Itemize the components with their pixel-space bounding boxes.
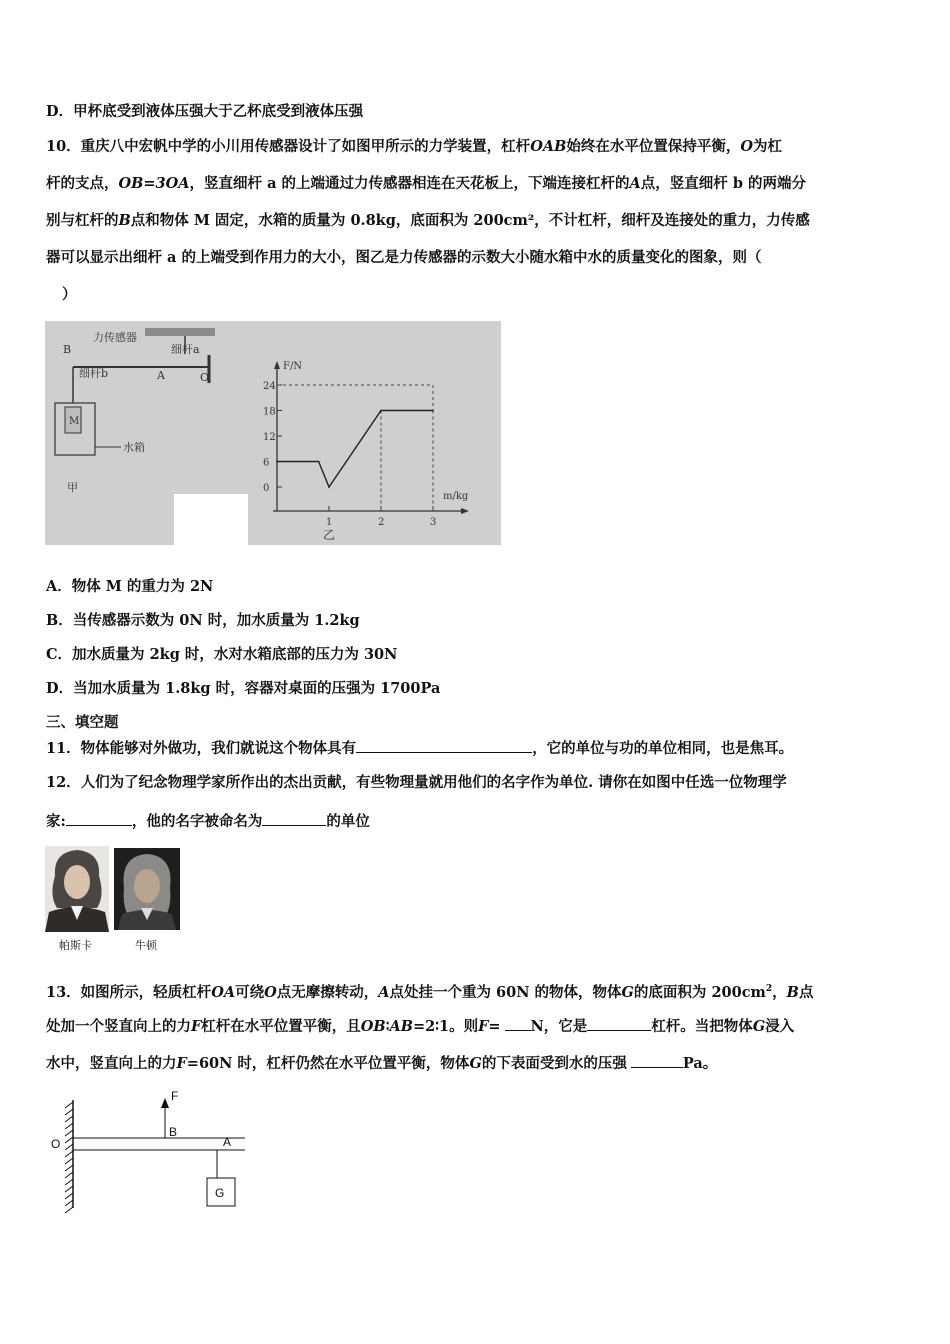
q10-text: 始终在水平位置保持平衡，	[566, 138, 741, 155]
q13-blank-3[interactable]	[631, 1053, 683, 1068]
label-g: G	[215, 1186, 225, 1200]
q10-line-2	[46, 174, 806, 194]
q10-option-a: A．物体 M 的重力为 2N	[46, 578, 214, 595]
q13-text: 浸入	[765, 1018, 795, 1035]
face	[64, 865, 90, 899]
label-rod-b: 细杆b	[79, 367, 109, 380]
q13-text: ∶	[385, 1018, 390, 1035]
q13-o: O	[264, 983, 277, 1001]
q13-a: A	[378, 983, 390, 1001]
ceiling-bar	[145, 328, 215, 336]
q13-text: 可绕	[235, 983, 265, 1001]
hatch-line	[65, 1116, 73, 1122]
hatch-line	[65, 1130, 73, 1136]
label-a: A	[157, 369, 165, 382]
label-f: F	[171, 1089, 179, 1103]
q10-point-b: B	[118, 212, 131, 229]
data-point	[276, 461, 278, 463]
hatch-line	[65, 1186, 73, 1192]
section-title: 三、填空题	[46, 714, 119, 731]
label-o: O	[51, 1137, 61, 1151]
q10-text: 点和物体 M 固定，水箱的质量为 0.8kg，底面积为 200cm²，不计杠杆，细杆及连接处的重力，力传感	[130, 212, 810, 229]
lever-oa	[73, 1138, 245, 1150]
q10-option-b: B．当传感器示数为 0N 时，加水质量为 1.2kg	[46, 612, 360, 629]
hatch-line	[65, 1193, 73, 1199]
x-tick-label: 2	[378, 517, 385, 528]
q13-b: B	[786, 983, 799, 1001]
y-axis-label: F/N	[283, 361, 303, 372]
q10-o: O	[740, 138, 753, 155]
y-tick-label: 24	[263, 381, 276, 392]
hatch-line	[65, 1137, 73, 1143]
q13-blank-2[interactable]	[587, 1016, 651, 1031]
q13-text: N，它是	[530, 1018, 588, 1035]
data-point	[318, 461, 320, 463]
label-sensor: 力传感器	[93, 331, 137, 344]
q10-text: 杆的支点，	[46, 175, 119, 192]
q12-line-1: 12．人们为了纪念物理学家所作出的杰出贡献，有些物理量就用他们的名字作为单位. 请你在如图中任选一位物理学	[46, 774, 787, 791]
q13-g: G	[752, 1018, 766, 1035]
q13-text: =	[488, 1018, 501, 1035]
q11-blank[interactable]	[356, 738, 532, 753]
force-arrow-icon	[161, 1098, 169, 1108]
q13-oa: OA	[211, 983, 236, 1001]
q12-text: ，他的名字被命名为	[131, 813, 263, 830]
hatch-line	[65, 1200, 73, 1206]
hatch-line	[65, 1172, 73, 1178]
q13-text: Pa。	[682, 1055, 718, 1072]
q13-text: 的底面积为 200cm	[633, 983, 766, 1001]
q12-blank-2[interactable]	[262, 811, 326, 826]
hatch-line	[65, 1151, 73, 1157]
q11-text: ，它的单位与功的单位相同，也是焦耳。	[532, 740, 794, 757]
q12-blank-1[interactable]	[66, 811, 132, 826]
q13-ab: AB	[389, 1018, 413, 1035]
q10-option-c: C．加水质量为 2kg 时，水对水箱底部的压力为 30N	[46, 646, 398, 663]
q10-text: 点，竖直细杆 b 的两端分	[640, 175, 807, 192]
label-rod-a: 细杆a	[171, 343, 200, 356]
y-tick-label: 0	[263, 483, 270, 494]
q10-option-d: D．当加水质量为 1.8kg 时，容器对桌面的压强为 1700Pa	[46, 680, 441, 697]
label-m: M	[69, 416, 80, 427]
x-tick-label: 1	[326, 517, 333, 528]
q13-text: 点无摩擦转动，	[276, 983, 379, 1001]
hatch-line	[65, 1207, 73, 1213]
q10-line-1	[46, 137, 782, 157]
wall-hatch	[65, 1102, 73, 1213]
hatch-line	[65, 1109, 73, 1115]
q13-text: 的下表面受到水的压强	[481, 1055, 627, 1072]
q10-line-4: 器可以显示出细杆 a 的上端受到作用力的大小，图乙是力传感器的示数大小随水箱中水的质量变化的图象，则（	[46, 249, 762, 266]
label-b: B	[169, 1125, 178, 1139]
q10-point-a: A	[629, 175, 641, 192]
q13-text: 杠杆在水平位置平衡，且	[201, 1018, 361, 1035]
q10-text: ，竖直细杆 a 的上端通过力传感器相连在天花板上，下端连接杠杆的	[189, 175, 630, 192]
q13-blank-1[interactable]	[505, 1016, 531, 1031]
q13-text: =60N 时，杠杆仍然在水平位置平衡，物体	[186, 1055, 470, 1072]
q13-text: 13．如图所示，轻质杠杆	[46, 983, 212, 1001]
x-axis-label: m/kg	[443, 491, 469, 502]
q10-text: 为杠	[752, 138, 782, 155]
q10-oab: OAB	[530, 138, 567, 155]
q13-line-1	[46, 979, 813, 1003]
q10-text: 10．重庆八中宏帆中学的小川用传感器设计了如图甲所示的力学装置，杠杆	[46, 138, 531, 155]
q13-g: G	[469, 1055, 482, 1072]
data-point	[328, 486, 330, 488]
q13-f: F	[191, 1018, 202, 1035]
portrait-pascal	[45, 846, 109, 932]
label-tank: 水箱	[123, 441, 145, 454]
q13-line-3	[46, 1053, 717, 1074]
hatch-line	[65, 1123, 73, 1129]
label-jia: 甲	[67, 481, 78, 494]
q13-f: F	[478, 1018, 489, 1035]
q13-ob: OB	[360, 1018, 386, 1035]
q13-text: 点	[798, 983, 814, 1001]
hatch-line	[65, 1179, 73, 1185]
q10-ob-eq: OB=3OA	[118, 175, 190, 192]
q10-figure	[45, 321, 501, 545]
face	[134, 869, 160, 903]
q12-text: 的单位	[326, 813, 370, 830]
q13-text: ，	[772, 983, 787, 1001]
q13-text: 处加一个竖直向上的力	[46, 1018, 191, 1035]
q13-g: G	[621, 983, 634, 1001]
y-tick-label: 18	[263, 406, 276, 418]
q10-text: 别与杠杆的	[46, 212, 119, 229]
q9-option-d: D．甲杯底受到液体压强大于乙杯底受到液体压强	[46, 103, 364, 120]
q13-text: =2∶1。则	[412, 1018, 479, 1035]
q13-text: 水中，竖直向上的力	[46, 1055, 177, 1072]
hatch-line	[65, 1102, 73, 1108]
q13-superscript: 2	[765, 984, 773, 994]
q13-lever-figure	[45, 1086, 245, 1216]
label-yi: 乙	[323, 528, 336, 542]
q12-line-2	[46, 811, 370, 832]
q13-text: 点处挂一个重为 60N 的物体，物体	[389, 983, 622, 1001]
label-b: B	[63, 343, 72, 356]
hatch-line	[65, 1158, 73, 1164]
q11-text: 11．物体能够对外做功，我们就说这个物体具有	[46, 740, 357, 757]
q13-f: F	[176, 1055, 187, 1072]
q13-text: 杠杆。当把物体	[651, 1018, 753, 1035]
caption-pascal: 帕斯卡	[59, 939, 92, 952]
occlusion-block	[174, 494, 248, 545]
q12-text: 家:	[46, 813, 66, 830]
hatch-line	[65, 1144, 73, 1150]
y-tick-label: 6	[263, 457, 270, 469]
portrait-newton	[114, 848, 180, 930]
x-tick-label: 3	[430, 517, 437, 528]
label-a: A	[223, 1135, 232, 1149]
hatch-line	[65, 1165, 73, 1171]
caption-newton: 牛顿	[135, 939, 157, 952]
data-point	[380, 410, 382, 412]
label-o: O	[200, 371, 210, 384]
q10-line-5: ）	[62, 286, 77, 303]
data-point	[432, 410, 434, 412]
q13-line-2	[46, 1016, 794, 1037]
q11	[46, 738, 793, 759]
q10-line-3	[46, 211, 810, 231]
y-tick-label: 12	[263, 432, 276, 443]
